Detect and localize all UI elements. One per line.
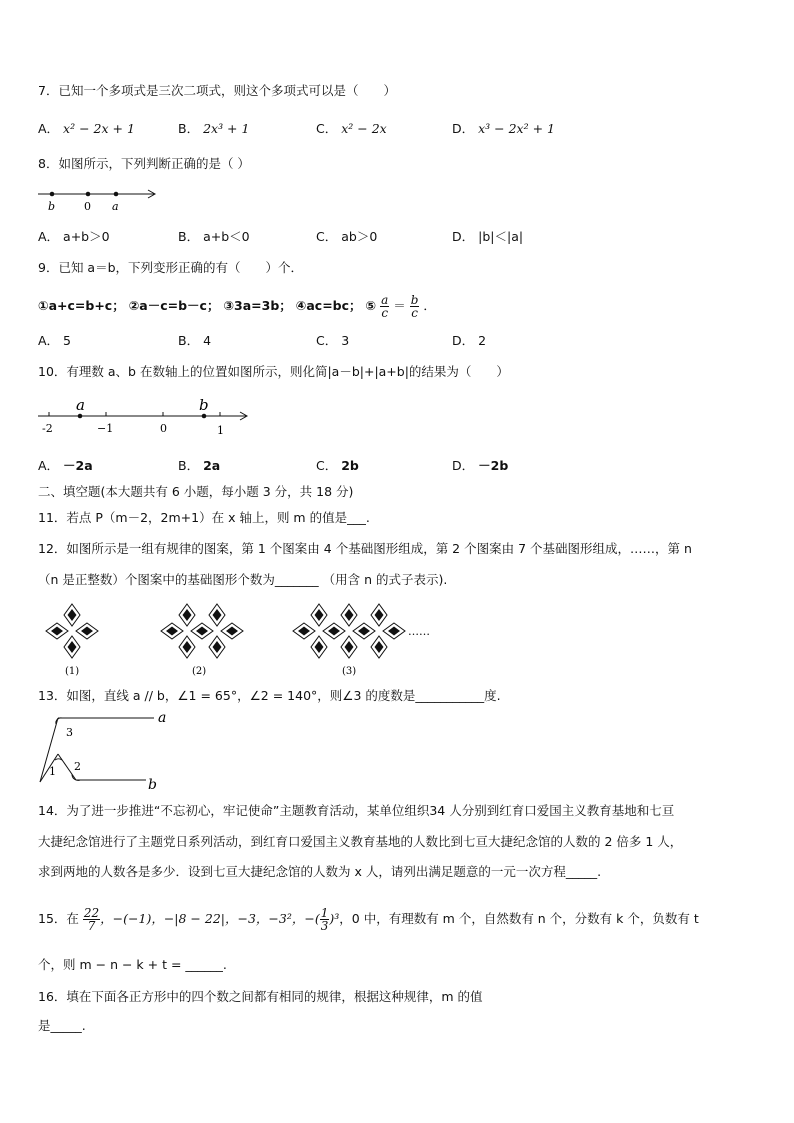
q9-option-a: A． 5 — [38, 333, 71, 348]
q9-option-b: B． 4 — [178, 333, 212, 348]
q7-option-b: B． 2x³ + 1 — [178, 121, 250, 136]
q10-tick-neg2: -2 — [42, 422, 53, 435]
q7-option-c: C． x² − 2x — [316, 121, 387, 136]
q10-option-c: C． 2b — [316, 458, 359, 473]
q12-label-1: (1) — [65, 666, 80, 677]
q14-line2: 大捷纪念馆进行了主题党日系列活动，到红育口爱国主义教育基地的人数比到七亘大捷纪念馆的人数的 2 倍多 1 人， — [38, 834, 683, 849]
q12-ellipsis: …… — [408, 625, 430, 638]
q9-option-d: D． 2 — [452, 333, 487, 348]
q14-line1: 14．为了进一步推进“不忘初心，牢记使命”主题教育活动，某单位组织34 人分别到红育口爱国主义教育基地和七亘 — [38, 803, 675, 818]
q10-label-a: a — [76, 396, 85, 414]
q8-stem: 8．如图所示，下列判断正确的是（ ） — [38, 156, 250, 171]
q7-stem: 7．已知一个多项式是三次二项式，则这个多项式可以是（ ） — [38, 83, 396, 98]
q7-option-a: A． x² − 2x + 1 — [38, 121, 135, 136]
section-heading: 二、填空题(本大题共有 6 小题，每小题 3 分，共 18 分) — [38, 484, 354, 499]
q8-option-b: B． a+b＜0 — [178, 229, 250, 244]
q10-option-b: B． 2a — [178, 458, 221, 473]
q15-line2: 个，则 m − n − k + t = ______. — [38, 957, 227, 972]
q16-line1: 16．填在下面各正方形中的四个数之间都有相同的规律，根据这种规律，m 的值 — [38, 989, 483, 1004]
q9-fraction-b-over-c: $\frac{b}{c}$ — [410, 293, 419, 320]
q12-label-2: (2) — [192, 666, 207, 677]
q12-line2: （n 是正整数）个图案中的基础图形个数为_______ （用含 n 的式子表示). — [38, 572, 448, 587]
q14-line3: 求到两地的人数各是多少．设到七亘大捷纪念馆的人数为 x 人，请列出满足题意的一元一次方程_____. — [38, 864, 602, 879]
q13-parallel-lines-figure — [36, 708, 176, 792]
q9-fraction-a-over-c: $\frac{a}{c}$ — [381, 293, 389, 320]
q10-stem: 10．有理数 a、b 在数轴上的位置如图所示，则化简|a－b|+|a+b|的结果为（ ） — [38, 364, 509, 379]
q10-tick-0: 0 — [160, 422, 167, 435]
q15-line1: 15．在 $\frac{22}{7}$ ，−(−1)，−|8 − 22|，−3，−3²，−( $\frac{1}{3}$ )³，0 中，有理数有 m 个，自然数有 n 个，分数有 k 个，负数有 t — [38, 906, 699, 933]
q12-line1: 12．如图所示是一组有规律的图案，第 1 个图案由 4 个基础图形组成，第 2 个图案由 7 个基础图形组成，……，第 n — [38, 541, 692, 556]
q13-label-b: b — [148, 777, 157, 793]
q9-items: ①a+c=b+c； ②a－c=b－c； ③3a=3b； ④ac=bc； ⑤ $\frac{a}{c}$ ＝ $\frac{b}{c}$ ． — [38, 293, 436, 320]
q10-option-d: D． －2b — [452, 458, 509, 473]
q12-label-3: (3) — [342, 666, 357, 677]
q8-number-line — [36, 186, 166, 216]
q12-pattern-figure — [40, 600, 440, 682]
q13-angle-2: 2 — [74, 760, 81, 773]
q15-fraction-1-over-3: $\frac{1}{3}$ — [320, 906, 329, 933]
q7-option-d: D． x³ − 2x² + 1 — [452, 121, 555, 136]
q13-stem: 13．如图，直线 a // b，∠1 = 65°，∠2 = 140°，则∠3 的度数是___________度. — [38, 688, 501, 703]
q8-label-b: b — [48, 200, 56, 213]
q9-option-c: C． 3 — [316, 333, 350, 348]
q16-line2: 是_____. — [38, 1018, 86, 1033]
q10-tick-neg1: −1 — [97, 422, 114, 435]
q10-number-line — [36, 396, 256, 438]
q8-option-c: C． ab＞0 — [316, 229, 378, 244]
q8-option-a: A． a+b＞0 — [38, 229, 110, 244]
q9-stem: 9．已知 a＝b，下列变形正确的有（ ）个． — [38, 260, 304, 275]
q8-label-zero: 0 — [84, 200, 91, 213]
q10-tick-1: 1 — [217, 424, 224, 437]
q13-angle-3: 3 — [66, 726, 73, 739]
q13-angle-1: 1 — [49, 765, 56, 778]
q8-option-d: D． |b|＜|a| — [452, 229, 524, 244]
q10-label-b: b — [199, 396, 209, 414]
q10-option-a: A． －2a — [38, 458, 93, 473]
q13-label-a: a — [158, 710, 167, 726]
q15-fraction-22-over-7: $\frac{22}{7}$ — [83, 906, 100, 933]
q8-label-a: a — [112, 200, 119, 213]
q11-text: 11．若点 P（m－2，2m+1）在 x 轴上，则 m 的值是___. — [38, 510, 370, 525]
